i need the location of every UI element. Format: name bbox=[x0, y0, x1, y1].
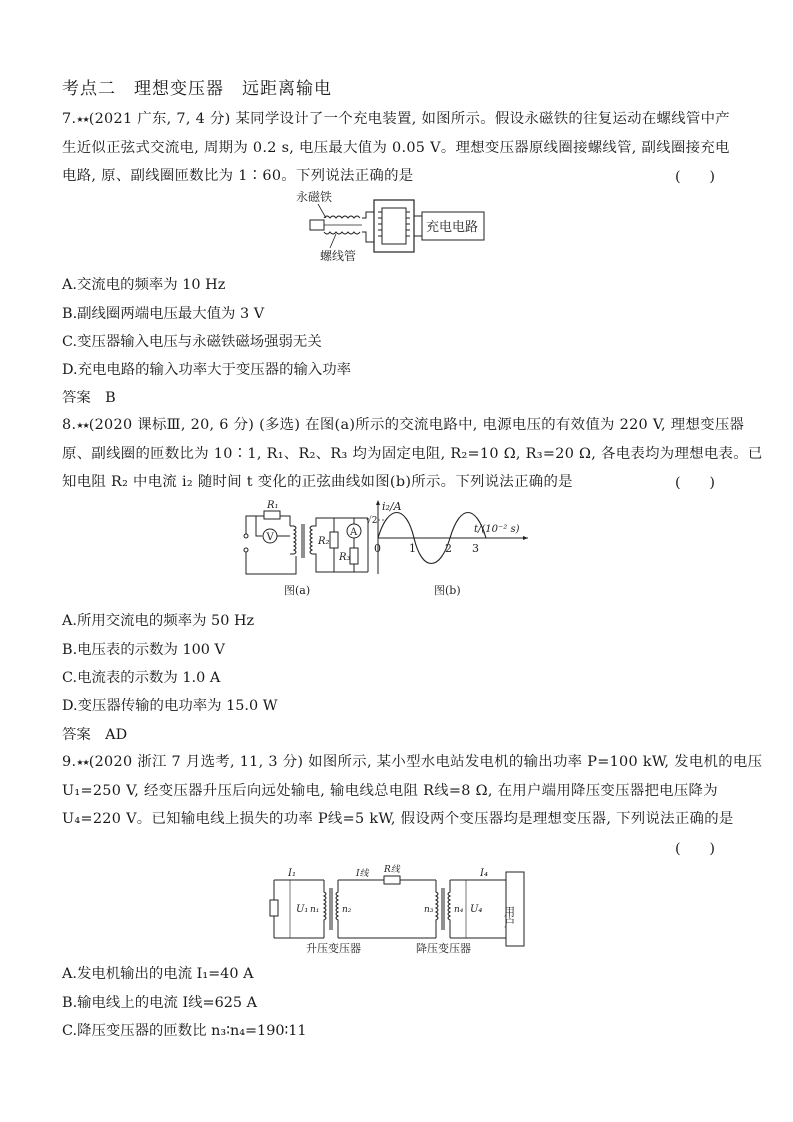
q7-difficulty-stars: ★★ bbox=[76, 115, 89, 124]
q8-stem-line1 bbox=[62, 414, 744, 437]
q9-step-up-primary-coil bbox=[324, 880, 326, 938]
q9-stem-line2: U₁=250 V, 经变压器升压后向远处输电, 输电线总电阻 R线=8 Ω, 在用户端用降压变压器把电压降为 bbox=[62, 783, 718, 799]
q9-line-resistor bbox=[384, 876, 400, 884]
q9-n2-label: n₂ bbox=[342, 905, 352, 915]
q9-answer-parentheses: ( ) bbox=[674, 841, 715, 857]
q8-x-tick-2: 2 bbox=[445, 542, 452, 555]
q8-number: 8. bbox=[62, 417, 77, 433]
q8-r1-label: R₁ bbox=[267, 500, 279, 511]
q8-primary-coil bbox=[294, 526, 296, 554]
q8-x-tick-0: 0 bbox=[374, 542, 381, 555]
q8-option-a: A.所用交流电的频率为 50 Hz bbox=[62, 613, 255, 629]
q7-stem-line1 bbox=[62, 108, 730, 131]
q8-option-b: B.电压表的示数为 100 V bbox=[62, 642, 225, 658]
q9-option-a: A.发电机输出的电流 I₁=40 A bbox=[62, 966, 254, 982]
q9-stem-line1 bbox=[62, 751, 762, 774]
q8-graph-y-label: i₂/A bbox=[382, 500, 402, 513]
q7-magnet-bar bbox=[310, 220, 324, 230]
q8-resistor-r3 bbox=[350, 548, 358, 564]
q8-x-tick-3: 3 bbox=[472, 542, 479, 555]
q7-option-c: C.变压器输入电压与永磁铁磁场强弱无关 bbox=[62, 334, 322, 350]
q8-voltmeter-label: V bbox=[266, 532, 274, 543]
q7-charging-circuit-label: 充电电路 bbox=[426, 220, 479, 235]
q9-line1-text: (2020 浙江 7 月选考, 11, 3 分) 如图所示, 某小型水电站发电机的输出功率 P=100 kW, 发电机的电压 bbox=[88, 754, 763, 770]
q9-rline-label: R线 bbox=[384, 865, 400, 875]
q9-i1-label: I₁ bbox=[288, 868, 296, 879]
q8-caption-a: 图(a) bbox=[284, 584, 311, 597]
q7-answer: 答案 B bbox=[62, 390, 116, 406]
q8-option-c: C.电流表的示数为 1.0 A bbox=[62, 670, 221, 686]
q8-ac-circuit-figure bbox=[238, 496, 538, 600]
q9-option-b: B.输电线上的电流 I线=625 A bbox=[62, 995, 258, 1011]
q8-secondary-coil bbox=[310, 526, 312, 554]
q9-n3-label: n₃ bbox=[424, 905, 434, 915]
q9-step-down-primary-coil bbox=[436, 880, 438, 938]
q8-graph-x-label: t/(10⁻² s) bbox=[474, 524, 520, 535]
q7-charging-device-figure bbox=[290, 188, 490, 264]
q7-magnet-label: 永磁铁 bbox=[296, 190, 333, 204]
q9-u1-label: U₁ bbox=[296, 904, 309, 915]
q8-caption-b: 图(b) bbox=[434, 584, 461, 597]
q8-difficulty-stars: ★★ bbox=[76, 421, 89, 430]
q7-solenoid-label: 螺线管 bbox=[320, 249, 357, 263]
q9-power-transmission-figure bbox=[266, 862, 528, 954]
q8-x-tick-1: 1 bbox=[409, 542, 416, 555]
q9-i4-label: I₄ bbox=[480, 868, 488, 879]
q7-solenoid-coil bbox=[324, 216, 360, 218]
q7-option-b: B.副线圈两端电压最大值为 3 V bbox=[62, 306, 265, 322]
q8-option-d: D.变压器传输的电功率为 15.0 W bbox=[62, 698, 278, 714]
q7-option-d: D.充电电路的输入功率大于变压器的输入功率 bbox=[62, 362, 352, 378]
q9-step-down-label: 降压变压器 bbox=[416, 942, 471, 954]
q9-difficulty-stars: ★★ bbox=[76, 758, 89, 767]
q9-number: 9. bbox=[62, 754, 77, 770]
q8-circuit-a bbox=[244, 500, 368, 597]
q9-generator-icon bbox=[270, 900, 278, 916]
q7-answer-parentheses: ( ) bbox=[674, 169, 715, 185]
q7-stem-line3: 电路, 原、副线圈匝数比为 1∶60。下列说法正确的是 bbox=[62, 168, 414, 184]
q7-line1-text: (2021 广东, 7, 4 分) 某同学设计了一个充电装置, 如图所示。假设永磁铁的往复运动在螺线管中产 bbox=[88, 111, 730, 127]
q8-line1-text: (2020 课标Ⅲ, 20, 6 分) (多选) 在图(a)所示的交流电路中, 电源电压的有效值为 220 V, 理想变压器 bbox=[88, 417, 745, 433]
q9-option-c: C.降压变压器的匝数比 n₃∶n₄=190∶11 bbox=[62, 1023, 307, 1039]
q8-answer: 答案 AD bbox=[62, 727, 128, 743]
q9-u4-label: U₄ bbox=[470, 904, 483, 915]
q9-user-label: 用户 bbox=[502, 906, 516, 928]
q7-number: 7. bbox=[62, 111, 77, 127]
q8-r3-label: R₃ bbox=[339, 552, 351, 563]
q9-n1-label: n₁ bbox=[310, 905, 320, 915]
q8-answer-parentheses: ( ) bbox=[674, 475, 715, 491]
q8-ammeter-label: A bbox=[350, 527, 358, 538]
q8-current-graph-b bbox=[366, 500, 528, 597]
q9-iline-label: I线 bbox=[356, 869, 369, 879]
q8-stem-line3: 知电阻 R₂ 中电流 i₂ 随时间 t 变化的正弦曲线如图(b)所示。下列说法正确的是 bbox=[62, 474, 573, 490]
q8-stem-line2: 原、副线圈的匝数比为 10∶1, R₁、R₂、R₃ 均为固定电阻, R₂=10 Ω, R₃=20 Ω, 各电表均为理想电表。已 bbox=[62, 446, 763, 462]
q8-r2-label: R₂ bbox=[318, 536, 330, 547]
q7-stem-line2: 生近似正弦式交流电, 周期为 0.2 s, 电压最大值为 0.05 V。理想变压器原线圈接螺线管, 副线圈接充电 bbox=[62, 140, 730, 156]
q9-step-up-label: 升压变压器 bbox=[306, 942, 361, 954]
section-title: 考点二 理想变压器 远距离输电 bbox=[62, 79, 332, 99]
q8-resistor-r1 bbox=[264, 511, 280, 519]
q9-step-down-secondary-coil bbox=[448, 880, 450, 938]
q9-n4-label: n₄ bbox=[454, 905, 464, 915]
q7-option-a: A.交流电的频率为 10 Hz bbox=[62, 277, 226, 293]
q9-step-up-secondary-coil bbox=[336, 880, 338, 938]
q8-graph-y-tick: √2 bbox=[366, 516, 378, 526]
q9-stem-line3: U₄=220 V。已知输电线上损失的功率 P线=5 kW, 假设两个变压器均是理想变压器, 下列说法正确的是 bbox=[62, 811, 734, 827]
q8-resistor-r2 bbox=[330, 532, 338, 548]
